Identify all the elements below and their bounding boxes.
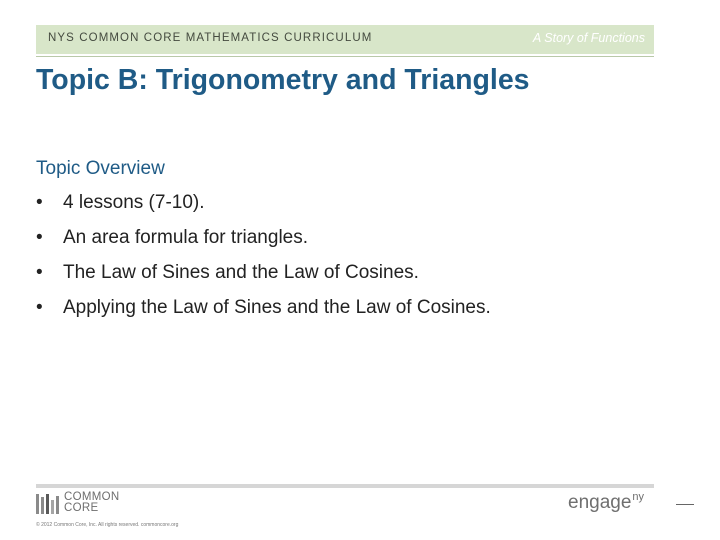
wordmark-line: COMMON bbox=[64, 491, 120, 503]
bullet-text: Applying the Law of Sines and the Law of Cosines. bbox=[63, 297, 491, 318]
engageny-logo bbox=[568, 492, 644, 514]
bullet-icon: • bbox=[36, 297, 43, 318]
slide-title: Topic B: Trigonometry and Triangles bbox=[36, 64, 530, 96]
common-core-wordmark bbox=[64, 492, 119, 514]
curriculum-label: NYS COMMON CORE MATHEMATICS CURRICULUM bbox=[48, 32, 373, 44]
bullet-icon: • bbox=[36, 262, 43, 283]
engage-text: engage bbox=[568, 492, 632, 513]
copyright-notice: © 2012 Common Core, Inc. All rights reserved. commoncore.org bbox=[36, 522, 179, 528]
topic-overview-heading: Topic Overview bbox=[36, 158, 165, 179]
footer-accent-line bbox=[676, 504, 694, 505]
header-band bbox=[36, 25, 654, 54]
bullet-text: 4 lessons (7-10). bbox=[63, 192, 205, 213]
header-divider bbox=[36, 56, 654, 57]
common-core-logo-icon bbox=[36, 494, 60, 514]
wordmark-line: CORE bbox=[64, 502, 99, 514]
footer-divider bbox=[36, 484, 654, 488]
bullet-icon: • bbox=[36, 192, 43, 213]
bullet-text: An area formula for triangles. bbox=[63, 227, 309, 248]
ny-superscript: ny bbox=[632, 491, 645, 503]
story-label: A Story of Functions bbox=[532, 31, 645, 45]
bullet-icon: • bbox=[36, 227, 43, 248]
bullet-text: The Law of Sines and the Law of Cosines. bbox=[63, 262, 419, 283]
